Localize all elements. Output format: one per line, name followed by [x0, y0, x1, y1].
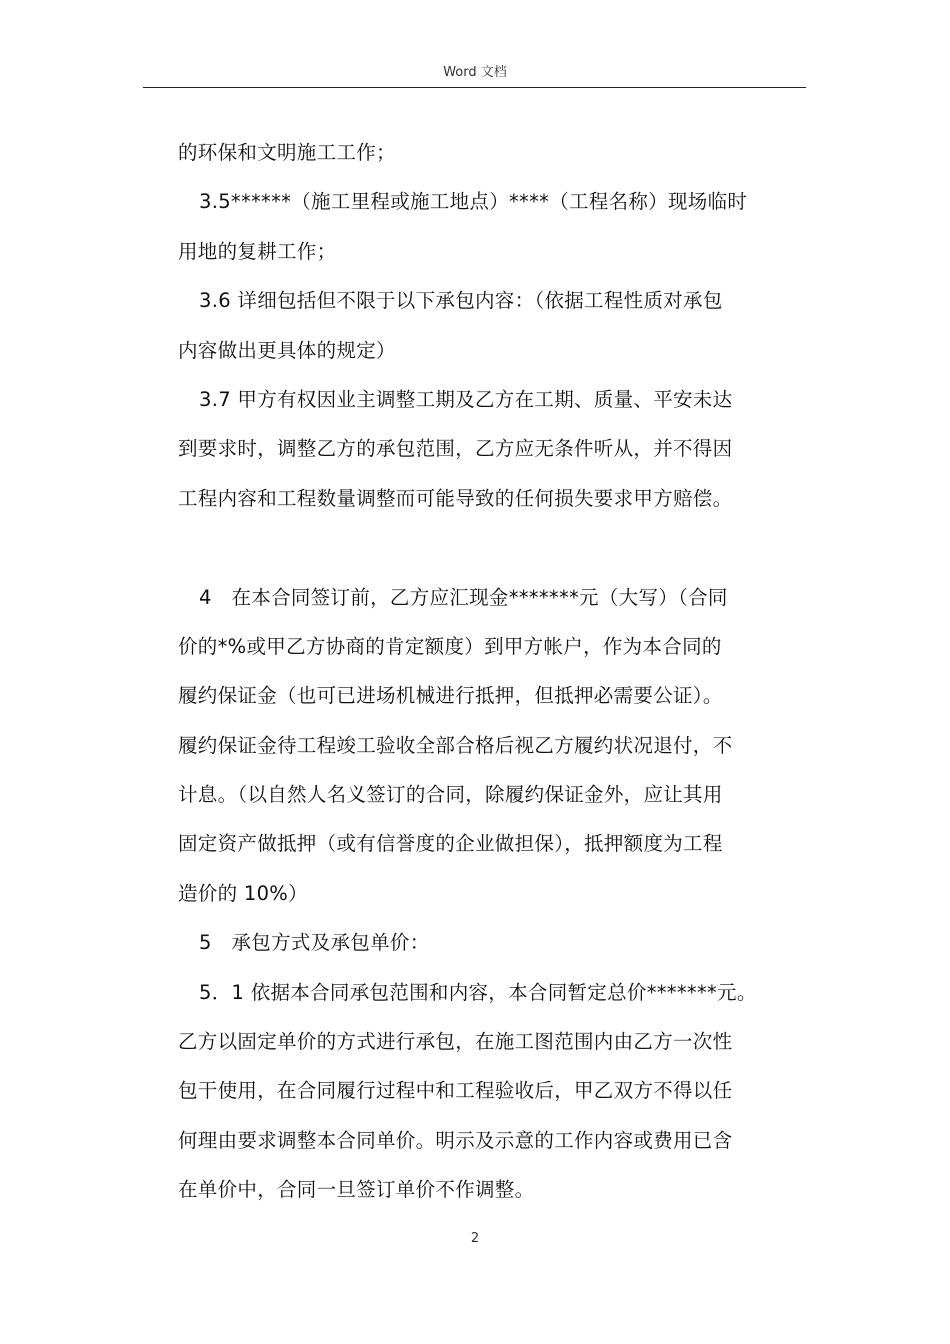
paragraph-line: 何理由要求调整本合同单价。明示及示意的工作内容或费用已含: [178, 1128, 733, 1152]
paragraph-line: 固定资产做抵押（或有信誉度的企业做担保），抵押额度为工程: [178, 832, 723, 856]
paragraph-line: 乙方以固定单价的方式进行承包，在施工图范围内由乙方一次性: [178, 1030, 733, 1054]
header-title: Word 文档: [443, 65, 507, 80]
paragraph-line: 3.7 甲方有权因业主调整工期及乙方在工期、质量、平安未达: [199, 387, 733, 411]
paragraph-line: 在单价中，合同一旦签订单价不作调整。: [178, 1178, 535, 1202]
header-divider: [143, 87, 806, 88]
paragraph-line: 用地的复耕工作；: [178, 239, 337, 263]
paragraph-line: 价的*%或甲乙方协商的肯定额度）到甲方帐户，作为本合同的: [178, 634, 722, 658]
paragraph-line: 5 承包方式及承包单价：: [199, 931, 430, 955]
paragraph-line: 包干使用，在合同履行过程中和工程验收后，甲乙双方不得以任: [178, 1079, 733, 1103]
paragraph-line: 履约保证金（也可已进场机械进行抵押，但抵押必需要公证）。: [178, 684, 723, 708]
paragraph-line: 工程内容和工程数量调整而可能导致的任何损失要求甲方赔偿。: [178, 486, 733, 510]
paragraph-line: 3.6 详细包括但不限于以下承包内容：（依据工程性质对承包: [199, 289, 723, 313]
paragraph-line: 计息。（以自然人名义签订的合同，除履约保证金外，应让其用: [178, 783, 723, 807]
page-footer: [0, 1230, 950, 1248]
document-body: [178, 128, 810, 1215]
paragraph-line: 到要求时，调整乙方的承包范围，乙方应无条件听从，并不得因: [178, 437, 733, 461]
paragraph-line: 3.5******（施工里程或施工地点）****（工程名称）现场临时: [199, 190, 748, 214]
paragraph-line: 的环保和文明施工工作；: [178, 141, 396, 164]
paragraph-line: 内容做出更具体的规定）: [178, 338, 396, 362]
paragraph-line: 造价的 10%）: [178, 881, 308, 905]
paragraph-line: 5．1 依据本合同承包范围和内容，本合同暂定总价*******元。: [199, 980, 757, 1004]
page-header: [0, 64, 950, 82]
page-number: 2: [470, 1231, 480, 1246]
paragraph-line: 4 在本合同签订前，乙方应汇现金*******元（大写）（合同: [199, 585, 728, 609]
paragraph-line: 履约保证金待工程竣工验收全部合格后视乙方履约状况退付，不: [178, 733, 733, 757]
paragraph-gap: [178, 523, 810, 572]
